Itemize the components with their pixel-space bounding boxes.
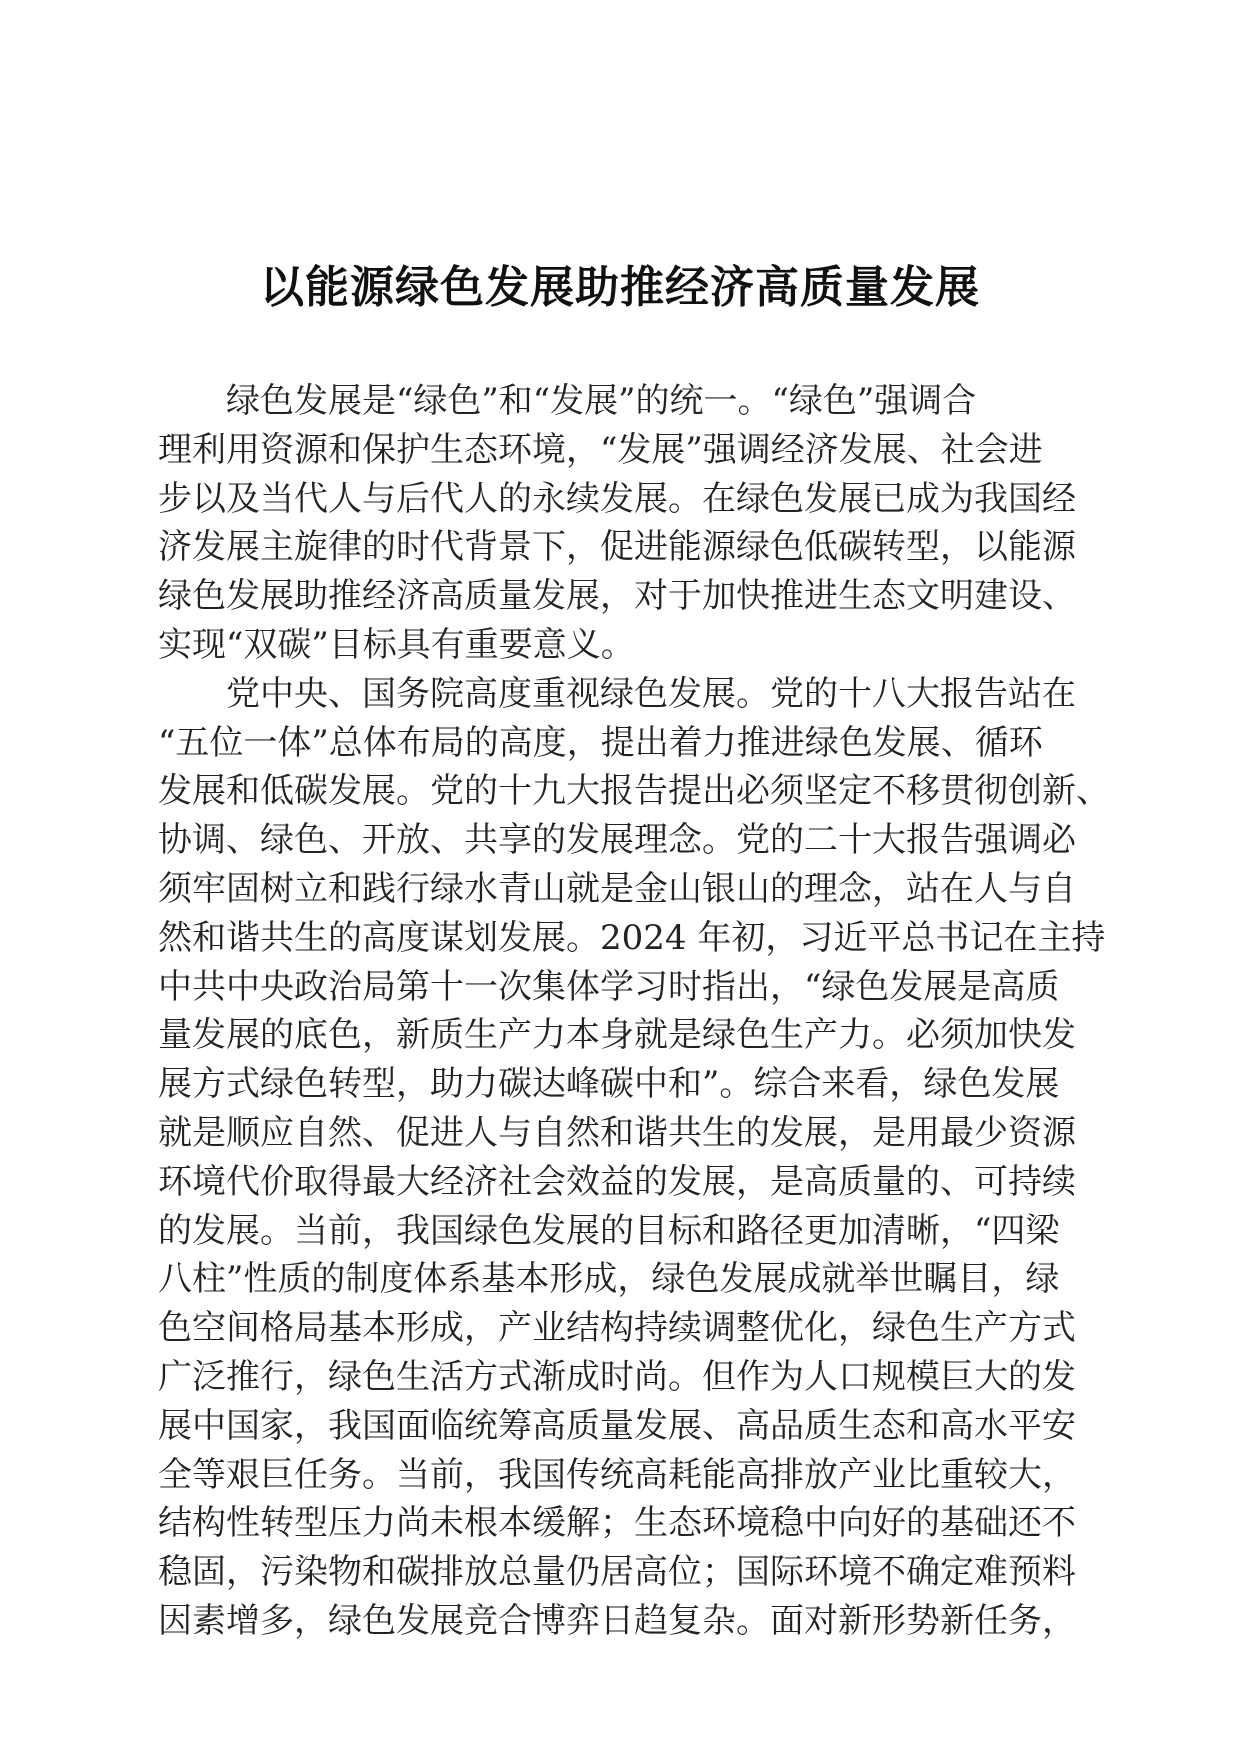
paragraph-line: 党中央、国务院高度重视绿色发展。党的十八大报告站在 — [226, 673, 1076, 714]
paragraph-line: 绿色发展助推经济高质量发展，对于加快推进生态文明建设、 — [158, 576, 1076, 617]
paragraph-line: 然和谐共生的高度谋划发展。2024 年初，习近平总书记在主持 — [158, 917, 1106, 958]
paragraph-line: 八柱”性质的制度体系基本形成，绿色发展成就举世瞩目，绿 — [158, 1259, 1060, 1300]
paragraph-line: “五位一体”总体布局的高度，提出着力推进绿色发展、循环 — [158, 722, 1043, 763]
paragraph-line: 稳固，污染物和碳排放总量仍居高位；国际环境不确定难预料 — [158, 1552, 1076, 1593]
paragraph-line: 理利用资源和保护生态环境，“发展”强调经济发展、社会进 — [158, 429, 1043, 470]
paragraph-line: 协调、绿色、开放、共享的发展理念。党的二十大报告强调必 — [158, 820, 1076, 861]
paragraph-line: 因素增多，绿色发展竞合博弈日趋复杂。面对新形势新任务， — [158, 1600, 1076, 1641]
paragraph-line: 色空间格局基本形成，产业结构持续调整优化，绿色生产方式 — [158, 1308, 1076, 1349]
paragraph-line: 须牢固树立和践行绿水青山就是金山银山的理念，站在人与自 — [158, 868, 1076, 909]
paragraph-line: 展方式绿色转型，助力碳达峰碳中和”。综合来看，绿色发展 — [158, 1064, 1060, 1105]
paragraph-line: 实现“双碳”目标具有重要意义。 — [158, 624, 635, 665]
paragraph-line: 结构性转型压力尚未根本缓解；生态环境稳中向好的基础还不 — [158, 1503, 1076, 1544]
paragraph-line: 步以及当代人与后代人的永续发展。在绿色发展已成为我国经 — [158, 478, 1076, 519]
paragraph-line: 展中国家，我国面临统筹高质量发展、高品质生态和高水平安 — [158, 1405, 1076, 1446]
paragraph-line: 环境代价取得最大经济社会效益的发展，是高质量的、可持续 — [158, 1161, 1076, 1202]
paragraph-line: 的发展。当前，我国绿色发展的目标和路径更加清晰，“四梁 — [158, 1210, 1060, 1251]
paragraph-line: 中共中央政治局第十一次集体学习时指出，“绿色发展是高质 — [158, 966, 1060, 1007]
paragraph-line: 全等艰巨任务。当前，我国传统高耗能高排放产业比重较大， — [158, 1454, 1076, 1495]
paragraph-line: 绿色发展是“绿色”和“发展”的统一。“绿色”强调合 — [226, 381, 977, 421]
paragraph-line: 发展和低碳发展。党的十九大报告提出必须坚定不移贯彻创新、 — [158, 771, 1110, 812]
paragraph-line: 就是顺应自然、促进人与自然和谐共生的发展，是用最少资源 — [158, 1112, 1076, 1153]
document-title: 以能源绿色发展助推经济高质量发展 — [260, 262, 980, 313]
paragraph-line: 量发展的底色，新质生产力本身就是绿色生产力。必须加快发 — [158, 1015, 1076, 1056]
paragraph-line: 广泛推行，绿色生活方式渐成时尚。但作为人口规模巨大的发 — [158, 1356, 1076, 1397]
paragraph-line: 济发展主旋律的时代背景下，促进能源绿色低碳转型，以能源 — [158, 527, 1076, 568]
document-body — [158, 377, 1110, 1646]
